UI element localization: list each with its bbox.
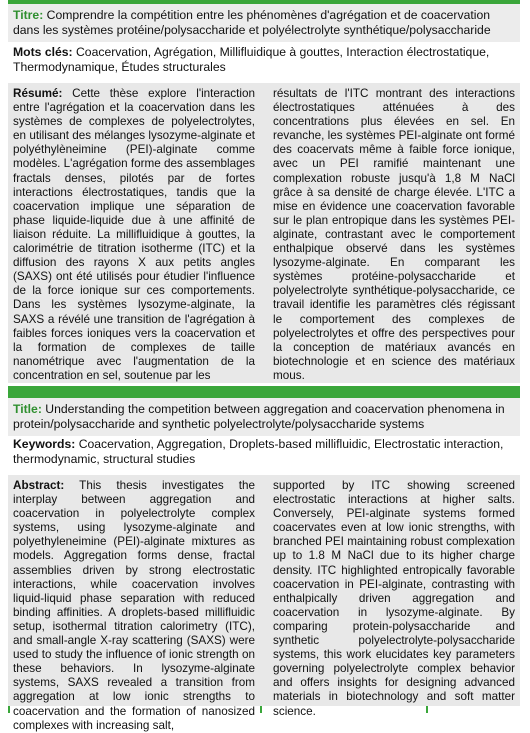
french-abstract-panel <box>8 83 520 383</box>
english-title-block <box>8 398 520 436</box>
english-keywords-label: Keywords: <box>13 437 76 451</box>
english-abstract-panel <box>8 475 520 732</box>
english-title-label: Title: <box>13 402 42 416</box>
french-abstract-col-1 <box>13 87 255 382</box>
french-abstract-col-2 <box>273 87 515 382</box>
section-separator-bar <box>8 386 520 398</box>
french-keywords-label: Mots clés: <box>13 45 73 59</box>
bottom-accent-mark-right <box>426 706 428 713</box>
bottom-accent-mark-middle <box>260 706 262 713</box>
french-abstract-label: Résumé: <box>13 87 63 100</box>
french-keywords-text: Coacervation, Agrégation, Millifluidique à gouttes, Interaction électrostatique, Thermodynamique, Études structurales <box>13 45 490 74</box>
english-abstract-col-2 <box>273 479 515 718</box>
french-abstract-text-2: résultats de l'ITC montrant des interactions électrostatiques atténuées à des concentrations plus élevées en sel. En revanche, les systèmes PEI-alginate ont formé des coacervats même à faible force ionique, avec un PEI ramifié maintenant une complexation robuste jusqu'à 1,8 M NaCl grâce à sa densité de charge élevée. L'ITC a mise en évidence une coacervation favorable sur le plan entropique dans les systèmes PEI-alginate, contrastant avec le comportement enthalpique observé dans les systèmes lysozyme-alginate. En comparant les systèmes protéine-polysaccharide et polyelectrolyte synthétique-polysaccharide, ce travail identifie les paramètres clés régissant le comportement des complexes de polyelectrolytes et offre des perspectives pour la conception de matériaux avancés en biotechnologie et en science des matériaux mous. <box>273 87 515 382</box>
french-title-block <box>8 4 520 42</box>
bottom-accent-mark-left <box>8 706 10 713</box>
english-keywords-text: Coacervation, Aggregation, Droplets-based millifluidic, Electrostatic interaction, thermodynamic, structural studies <box>13 437 504 466</box>
english-abstract-text-2: supported by ITC showing screened electrostatic interactions at higher salts. Conversely, PEI-alginate systems formed coacervates even at low ionic strengths, with branched PEI maintaining robust complexation up to 1.8 M NaCl due to its higher charge density. ITC highlighted entropically favorable coacervation in PEI-alginate, contrasting with enthalpically driven aggregation and coacervation in lysozyme-alginate. By comparing protein-polysaccharide and synthetic polyelectrolyte-polysaccharide systems, this work elucidates key parameters governing polyelectrolyte complex behavior and offers insights for designing advanced materials in biotechnology and soft matter science. <box>273 479 515 718</box>
english-title-text: Understanding the competition between aggregation and coacervation phenomena in protein/polysaccharide and synthetic polyelectrolyte/polysaccharide systems <box>13 402 505 431</box>
french-keywords <box>8 45 520 75</box>
english-abstract-text-1: This thesis investigates the interplay between aggregation and coacervation in polyelectrolyte complex systems, using lysozyme-alginate and polyethyleneimine (PEI)-alginate mixtures as models. Aggregation forms dense, fractal assemblies driven by strong electrostatic interactions, while coacervation involves liquid-liquid phase separation with reduced binding affinities. A droplets-based millifluidic setup, isothermal titration calorimetry (ITC), and small-angle X-ray scattering (SAXS) were used to study the influence of ionic strength on these behaviors. In lysozyme-alginate systems, SAXS revealed a transition from aggregation at low ionic strengths to coacervation and the formation of nanosized complexes with increasing salt, <box>13 479 255 732</box>
english-abstract-label: Abstract: <box>13 479 65 492</box>
english-keywords <box>8 437 520 467</box>
french-title-label: Titre: <box>13 8 44 22</box>
english-abstract-col-1 <box>13 479 255 732</box>
french-title-text: Comprendre la compétition entre les phénomènes d'agrégation et de coacervation dans les systèmes protéine/polysaccharide et polyélectrolyte synthétique/polysaccharide <box>13 8 491 37</box>
french-abstract-text-1: Cette thèse explore l'interaction entre l'agrégation et la coacervation dans les systèmes de complexes de polyelectrolytes, en utilisant des mélanges lysozyme-alginate et polyéthylèneimine (PEI)-alginate comme modèles. L'agrégation forme des assemblages fractals denses, pilotés par de fortes interactions électrostatiques, tandis que la coacervation implique une séparation de phase liquide-liquide due à une affinité de liaison réduite. La millifluidique à gouttes, la calorimétrie de titration isotherme (ITC) et la diffusion des rayons X aux petits angles (SAXS) ont été utilisés pour étudier l'influence de la force ionique sur ces comportements. Dans les systèmes lysozyme-alginate, la SAXS a révélé une transition de l'agrégation à faibles forces ioniques vers la coacervation et la formation de complexes de taille nanométrique avec l'augmentation de la concentration en sel, soutenue par les <box>13 87 255 382</box>
